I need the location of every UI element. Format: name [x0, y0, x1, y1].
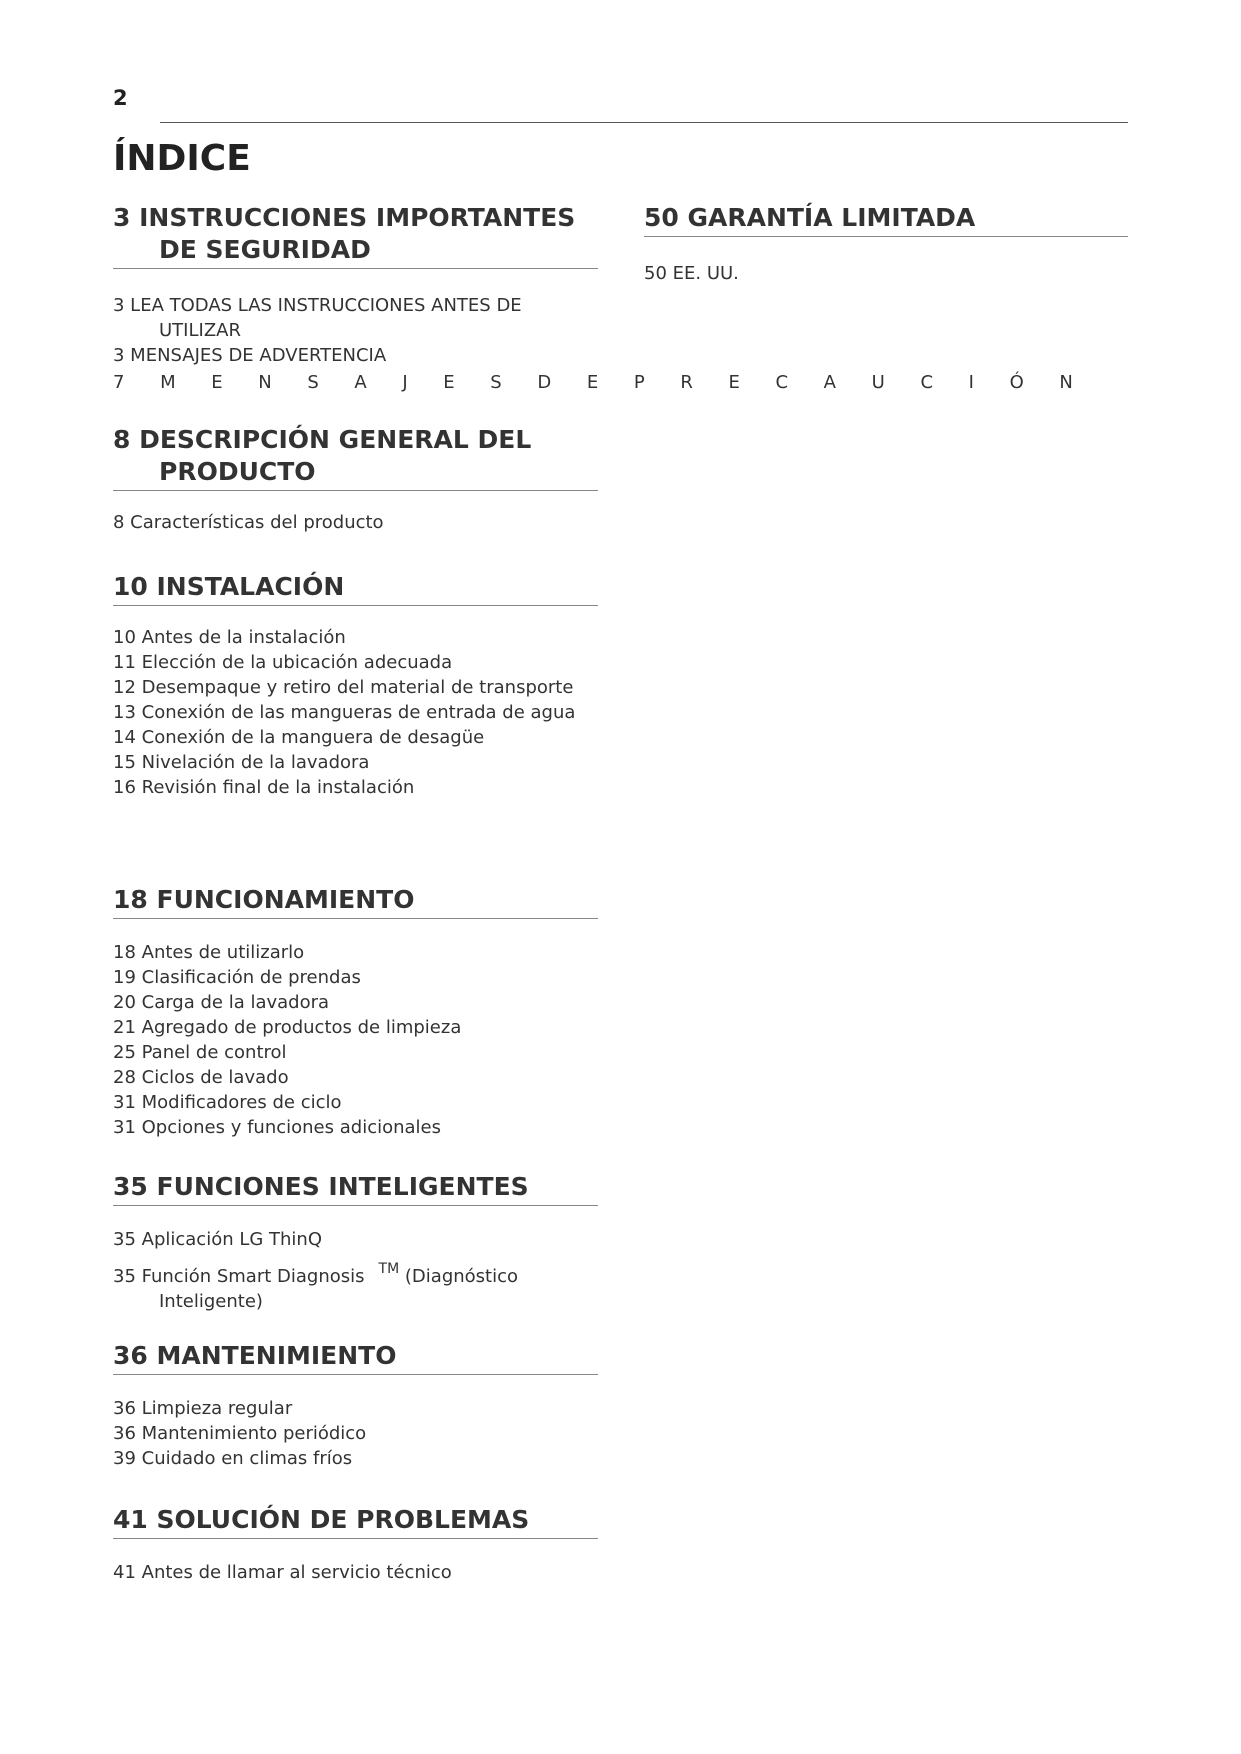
precaution-char: E [443, 372, 455, 393]
toc-entry[interactable]: 31 Modificadores de ciclo [113, 1092, 342, 1113]
top-rule [160, 122, 1128, 123]
toc-entry[interactable]: 20 Carga de la lavadora [113, 992, 330, 1013]
toc-section-descripcion [113, 424, 598, 535]
precaution-char: M [160, 372, 176, 393]
toc-entry[interactable]: 10 Antes de la instalación [113, 627, 346, 648]
toc-entry[interactable]: 39 Cuidado en climas fríos [113, 1448, 353, 1469]
toc-entry[interactable]: 25 Panel de control [113, 1042, 287, 1063]
toc-section-mantenimiento [113, 1340, 598, 1471]
toc-entry[interactable]: 12 Desempaque y retiro del material de transporte [113, 677, 574, 698]
toc-section-garantia [644, 202, 1128, 286]
section-heading[interactable]: 3 INSTRUCCIONES IMPORTANTES DE SEGURIDAD [113, 202, 598, 269]
precaution-char: N [1059, 372, 1073, 393]
toc-entry[interactable]: 41 Antes de llamar al servicio técnico [113, 1562, 452, 1583]
page-title: ÍNDICE [113, 138, 251, 179]
section-heading[interactable]: 36 MANTENIMIENTO [113, 1340, 598, 1375]
toc-entry[interactable]: 36 Limpieza regular [113, 1398, 293, 1419]
precaution-char: E [586, 372, 599, 393]
precaution-char: C [920, 372, 934, 393]
precaution-char: R [680, 372, 693, 393]
toc-entry-smart-diagnosis[interactable] [113, 1257, 598, 1314]
toc-entry[interactable]: 21 Agregado de productos de limpieza [113, 1017, 462, 1038]
entry-text: (Diagnóstico Inteligente) [159, 1266, 519, 1312]
precaution-char: E [728, 372, 740, 393]
section-heading[interactable]: 18 FUNCIONAMIENTO [113, 884, 598, 919]
toc-entry[interactable]: 16 Revisión final de la instalación [113, 777, 415, 798]
toc-entry[interactable]: 18 Antes de utilizarlo [113, 942, 305, 963]
precaution-char: P [633, 372, 645, 393]
toc-section-funcionamiento [113, 884, 598, 1140]
toc-entry[interactable]: 19 Clasificación de prendas [113, 967, 361, 988]
precaution-char: A [354, 372, 367, 393]
precaution-char: U [871, 372, 885, 393]
precaution-char: N [258, 372, 272, 393]
section-heading[interactable]: 35 FUNCIONES INTELIGENTES [113, 1171, 598, 1206]
toc-entry[interactable]: 15 Nivelación de la lavadora [113, 752, 370, 773]
toc-entry[interactable]: 31 Opciones y funciones adicionales [113, 1117, 441, 1138]
page-number: 2 [113, 86, 128, 110]
precaution-char: E [211, 372, 223, 393]
section-heading[interactable]: 41 SOLUCIÓN DE PROBLEMAS [113, 1504, 598, 1539]
toc-entry[interactable]: 13 Conexión de las mangueras de entrada de agua [113, 702, 576, 723]
precaution-char: D [537, 372, 552, 393]
toc-entry[interactable]: 35 Aplicación LG ThinQ [113, 1229, 323, 1250]
toc-section-problemas [113, 1504, 598, 1585]
toc-entry[interactable]: 3 MENSAJES DE ADVERTENCIA [113, 345, 387, 366]
toc-entry[interactable]: 11 Elección de la ubicación adecuada [113, 652, 453, 673]
section-heading[interactable]: 10 INSTALACIÓN [113, 571, 598, 606]
section-heading[interactable]: 50 GARANTÍA LIMITADA [644, 202, 1128, 237]
section-heading[interactable]: 8 DESCRIPCIÓN GENERAL DEL PRODUCTO [113, 424, 598, 491]
trademark-mark: TM [378, 1261, 400, 1277]
entry-text: 35 Función Smart Diagnosis [113, 1266, 365, 1287]
precaution-char: Ó [1009, 372, 1024, 393]
precaution-char: S [307, 372, 319, 393]
toc-section-seguridad [113, 202, 598, 368]
toc-section-inteligentes [113, 1171, 598, 1314]
precaution-char: A [823, 372, 836, 393]
toc-entry-mensajes-de-precaucion[interactable] [113, 370, 1073, 395]
toc-entry[interactable]: 50 EE. UU. [644, 263, 739, 284]
toc-entry[interactable]: 28 Ciclos de lavado [113, 1067, 289, 1088]
precaution-char: S [490, 372, 502, 393]
toc-entry[interactable]: 36 Mantenimiento periódico [113, 1423, 367, 1444]
toc-entry[interactable]: 8 Características del producto [113, 512, 384, 533]
precaution-char: J [402, 372, 408, 393]
precaution-char: I [968, 372, 974, 393]
precaution-char: C [775, 372, 789, 393]
toc-entry[interactable]: 3 LEA TODAS LAS INSTRUCCIONES ANTES DE UTILIZAR [113, 295, 522, 341]
toc-section-instalacion [113, 571, 598, 800]
toc-entry[interactable]: 14 Conexión de la manguera de desagüe [113, 727, 485, 748]
precaution-char: 7 [113, 372, 125, 393]
